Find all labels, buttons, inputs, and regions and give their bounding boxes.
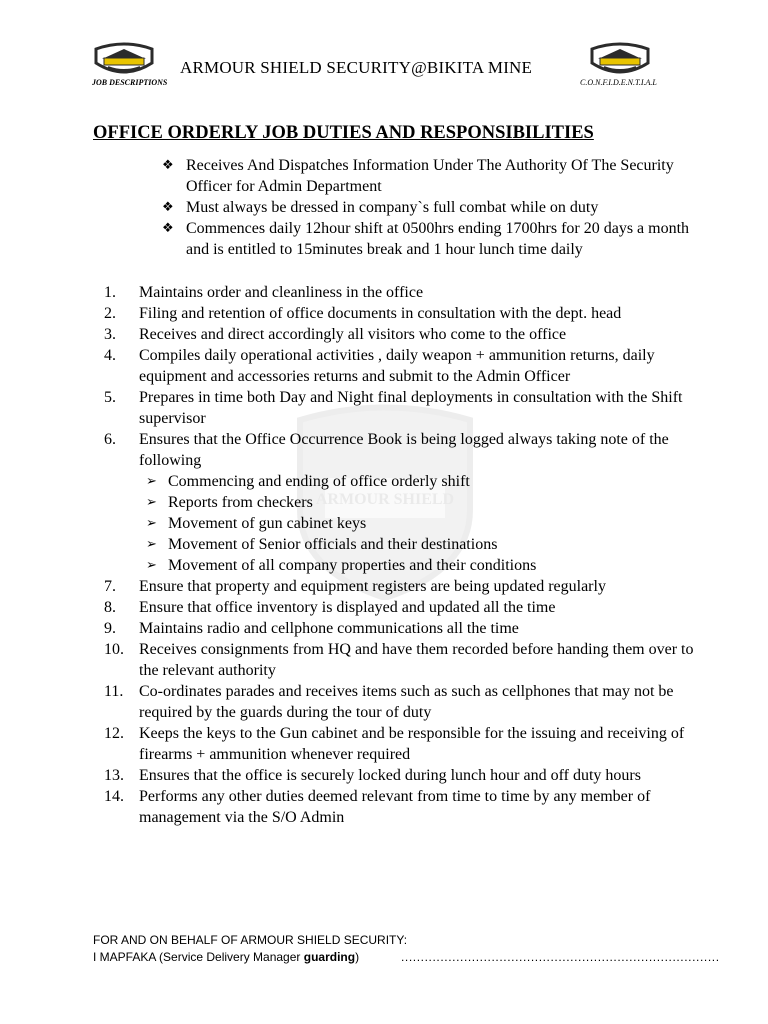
bullet-text: Commences daily 12hour shift at 0500hrs ending 1700hrs for 20 days a month and is entitled to 15minutes break and 1 hour lunch time daily [186, 220, 690, 258]
list-item [104, 681, 694, 723]
arrow-bullet-icon: ➢ [146, 558, 157, 573]
header-title: ARMOUR SHIELD SECURITY@BIKITA MINE [180, 58, 533, 77]
footer-signatory-line [93, 949, 720, 966]
list-item [104, 345, 694, 387]
item-number: 12. [104, 725, 124, 742]
item-number: 1. [104, 284, 116, 301]
item-number: 8. [104, 599, 116, 616]
item-text: Compiles daily operational activities , daily weapon + ammunition returns, daily equipment and accessories returns and submit to the Admin Officer [139, 347, 655, 385]
list-item [104, 723, 694, 765]
signatory-name: I MAPFAKA (Service Delivery Manager [93, 950, 304, 964]
list-item [104, 324, 694, 345]
item-number: 5. [104, 389, 116, 406]
list-item [104, 303, 694, 324]
list-item [104, 282, 694, 303]
item-number: 11. [104, 683, 124, 700]
arrow-bullet-icon: ➢ [146, 516, 157, 531]
sub-list-item [146, 534, 694, 555]
bullet-item [162, 197, 692, 218]
list-item [104, 765, 694, 786]
sub-list-item [146, 513, 694, 534]
arrow-bullet-icon: ➢ [146, 474, 157, 489]
list-item [104, 618, 694, 639]
sub-item-text: Movement of Senior officials and their destinations [168, 536, 498, 553]
footer-behalf-line: FOR AND ON BEHALF OF ARMOUR SHIELD SECURITY: [93, 933, 408, 947]
item-number: 9. [104, 620, 116, 637]
item-number: 10. [104, 641, 124, 658]
watermark-text: ARMOUR SHIELD [315, 491, 455, 508]
item-text: Ensure that property and equipment registers are being updated regularly [139, 578, 606, 595]
arrow-bullet-icon: ➢ [146, 537, 157, 552]
document-title: OFFICE ORDERLY JOB DUTIES AND RESPONSIBILITIES [93, 123, 594, 143]
item-text: Prepares in time both Day and Night final deployments in consultation with the Shift supervisor [139, 389, 683, 427]
sub-list-item [146, 471, 694, 492]
sub-item-text: Commencing and ending of office orderly shift [168, 473, 470, 490]
shield-logo-icon [588, 41, 652, 77]
header-confidential: C.O.N.F.I.D.E.N.T.I.A.L [580, 78, 657, 87]
numbered-duty-list [104, 282, 694, 828]
item-number: 13. [104, 767, 124, 784]
sub-item-text: Reports from checkers [168, 494, 313, 511]
list-item [104, 786, 694, 828]
list-item [104, 576, 694, 597]
diamond-bullet-list [162, 155, 692, 260]
item-number: 6. [104, 431, 116, 448]
list-item [104, 639, 694, 681]
item-text: Co-ordinates parades and receives items such as such as cellphones that may not be required by the guards during the tour of duty [139, 683, 674, 721]
item-text: Ensures that the office is securely locked during lunch hour and off duty hours [139, 767, 641, 784]
bullet-item [162, 155, 692, 197]
diamond-bullet-icon: ❖ [162, 221, 174, 236]
signatory-role-bold: guarding [303, 950, 356, 964]
list-item [104, 429, 694, 471]
signature-line: ................................................................................. [401, 950, 720, 964]
item-text: Ensures that the Office Occurrence Book is being logged always taking note of the following [139, 431, 669, 469]
item-text: Maintains radio and cellphone communications all the time [139, 620, 519, 637]
item-text: Ensure that office inventory is displayed and updated all the time [139, 599, 556, 616]
arrow-bullet-icon: ➢ [146, 495, 157, 510]
occurrence-book-sublist [104, 471, 694, 576]
list-item [104, 597, 694, 618]
item-text: Receives and direct accordingly all visitors who come to the office [139, 326, 567, 343]
header-job-descriptions: JOB DESCRIPTIONS [92, 78, 168, 87]
sub-item-text: Movement of gun cabinet keys [168, 515, 367, 532]
sub-item-text: Movement of all company properties and their conditions [168, 557, 537, 574]
diamond-bullet-icon: ❖ [162, 200, 174, 215]
bullet-text: Receives And Dispatches Information Under The Authority Of The Security Officer for Admin Department [186, 157, 674, 195]
bullet-text: Must always be dressed in company`s full combat while on duty [186, 199, 599, 216]
signature-footer [93, 932, 720, 966]
item-text: Performs any other duties deemed relevant from time to time by any member of management via the S/O Admin [139, 788, 651, 826]
item-number: 14. [104, 788, 124, 805]
item-text: Filing and retention of office documents in consultation with the dept. head [139, 305, 622, 322]
item-text: Receives consignments from HQ and have them recorded before handing them over to the relevant authority [139, 641, 694, 679]
bullet-item [162, 218, 692, 260]
diamond-bullet-icon: ❖ [162, 158, 174, 173]
item-number: 7. [104, 578, 116, 595]
sub-list-item [146, 555, 694, 576]
item-number: 3. [104, 326, 116, 343]
item-text: Maintains order and cleanliness in the office [139, 284, 424, 301]
sub-list-item [146, 492, 694, 513]
item-number: 2. [104, 305, 116, 322]
signatory-close: ) [355, 950, 360, 964]
item-text: Keeps the keys to the Gun cabinet and be responsible for the issuing and receiving of firearms + ammunition whenever required [139, 725, 685, 763]
item-number: 4. [104, 347, 116, 364]
shield-logo-icon [92, 41, 156, 77]
list-item [104, 387, 694, 429]
